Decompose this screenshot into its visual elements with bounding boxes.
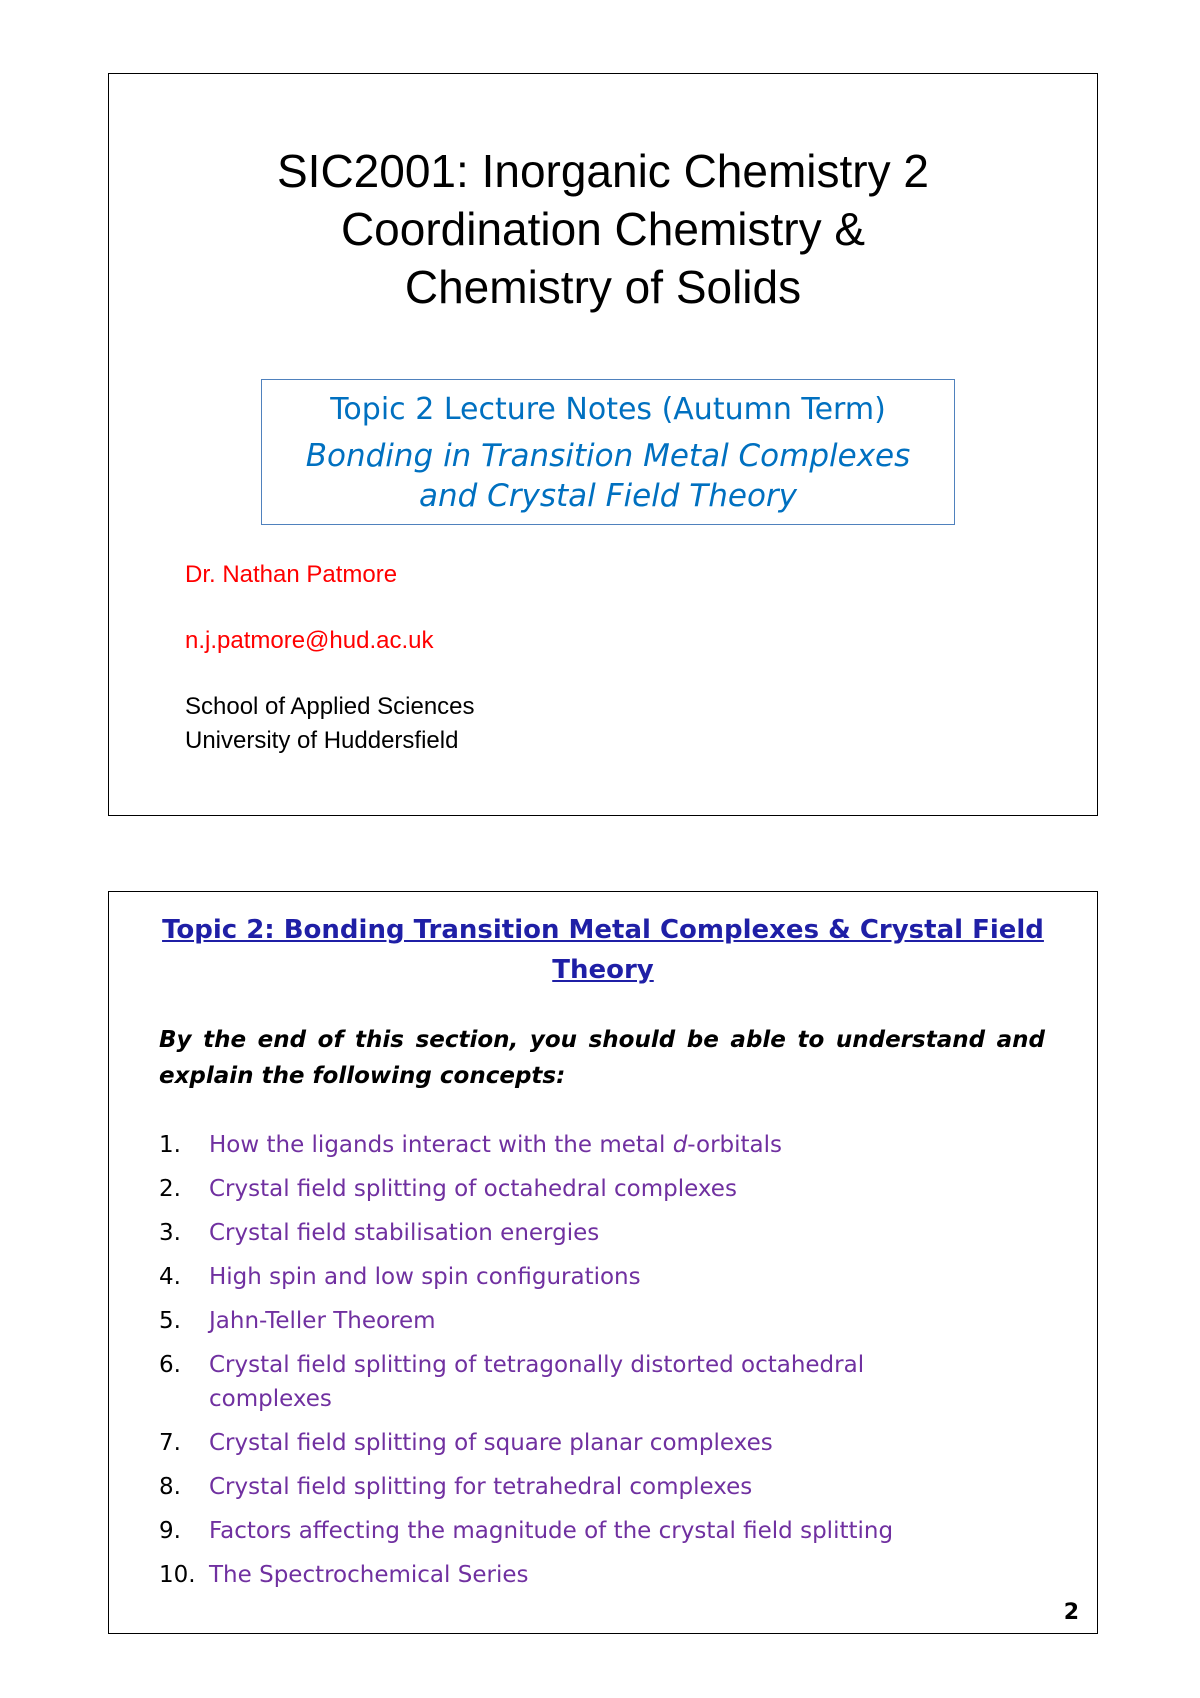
list-item-text: The Spectrochemical Series: [209, 1562, 529, 1588]
list-item: [159, 1514, 1045, 1548]
list-item-text: Crystal field splitting of tetragonally distorted octahedral complexes: [209, 1352, 865, 1412]
slide-2: [108, 891, 1098, 1634]
list-item: [159, 1470, 1045, 1504]
list-item-number: 9.: [159, 1518, 181, 1544]
list-item-text: Crystal field splitting for tetrahedral complexes: [209, 1474, 753, 1500]
objectives-list: [159, 1128, 1045, 1592]
list-item-text: Jahn-Teller Theorem: [209, 1308, 436, 1334]
slide-2-title-line-1: Topic 2: Bonding Transition Metal Complexes & Crystal Field: [162, 915, 1044, 945]
topic-box: [261, 379, 955, 525]
course-title-line-1: SIC2001: Inorganic Chemistry 2: [277, 145, 929, 197]
list-item: [159, 1216, 1045, 1250]
list-item: [159, 1260, 1045, 1294]
list-item-italic: d: [672, 1132, 688, 1158]
course-title-line-2: Coordination Chemistry &: [340, 203, 866, 255]
author-name: Dr. Nathan Patmore: [185, 561, 398, 588]
list-item-number: 1.: [159, 1132, 181, 1158]
list-item-text: Crystal field stabilisation energies: [209, 1220, 600, 1246]
list-item-text: Factors affecting the magnitude of the crystal field splitting: [209, 1518, 894, 1544]
course-title-line-3: Chemistry of Solids: [404, 261, 802, 313]
topic-box-subtitle-2: and Crystal Field Theory: [418, 478, 798, 514]
list-item-number: 6.: [159, 1352, 181, 1378]
learning-intro: [159, 1022, 1045, 1094]
list-item-text-end: -orbitals: [687, 1132, 783, 1158]
list-item: [159, 1426, 1045, 1460]
list-item: [159, 1128, 1045, 1162]
list-item-number: 5.: [159, 1308, 181, 1334]
list-item-number: 8.: [159, 1474, 181, 1500]
slide-2-title: [109, 910, 1097, 990]
topic-box-subtitle-1: Bonding in Transition Metal Complexes: [305, 438, 911, 474]
list-item-number: 2.: [159, 1176, 181, 1202]
list-item-text: Crystal field splitting of square planar complexes: [209, 1430, 773, 1456]
list-item-text: Crystal field splitting of octahedral complexes: [209, 1176, 737, 1202]
list-item: [159, 1172, 1045, 1206]
list-item: [159, 1558, 1045, 1592]
list-item-number: 3.: [159, 1220, 181, 1246]
learning-intro-line-2: explain the following concepts:: [159, 1063, 566, 1089]
topic-box-heading: Topic 2 Lecture Notes (Autumn Term): [330, 392, 886, 427]
list-item-number: 7.: [159, 1430, 181, 1456]
list-item-text: High spin and low spin configurations: [209, 1264, 641, 1290]
list-item: [159, 1348, 1045, 1416]
list-item-number: 4.: [159, 1264, 181, 1290]
learning-intro-line-1: By the end of this section, you should be able to understand and: [159, 1027, 1045, 1053]
list-item-text: How the ligands interact with the metal: [209, 1132, 673, 1158]
list-item: [159, 1304, 1045, 1338]
list-item-number: 10.: [159, 1562, 196, 1588]
school-name: School of Applied Sciences: [185, 693, 475, 720]
university-name: University of Huddersfield: [185, 727, 459, 754]
slide-2-title-line-2: Theory: [552, 955, 654, 985]
slide-1: [108, 73, 1098, 816]
page-number: 2: [1063, 1600, 1079, 1625]
author-email: n.j.patmore@hud.ac.uk: [185, 627, 434, 654]
